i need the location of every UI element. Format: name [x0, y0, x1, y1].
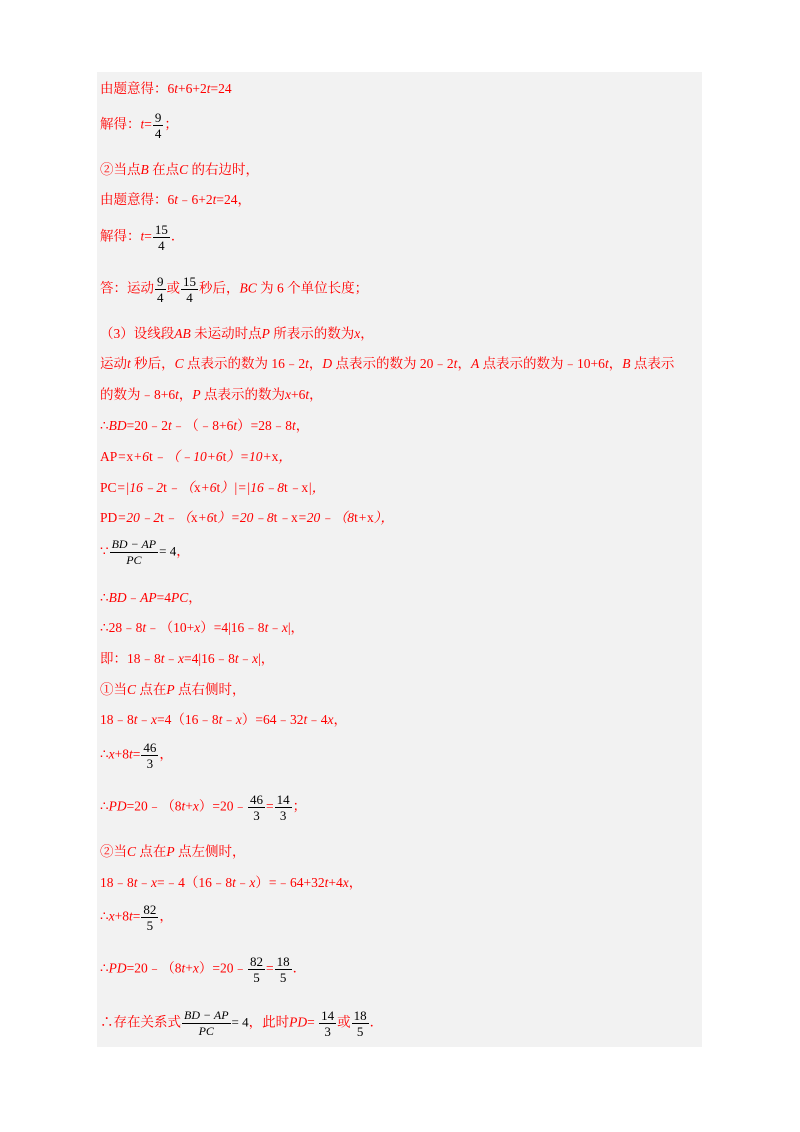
text-segment: ﹣: [137, 875, 152, 890]
fraction: $\frac{BD - AP}{PC}$: [111, 537, 157, 567]
text-segment: ，: [178, 387, 193, 402]
text-segment: ∴28﹣8: [100, 620, 143, 635]
math-variable: x: [327, 712, 334, 727]
math-variable: BD: [108, 590, 127, 605]
math-variable: x: [235, 712, 242, 727]
math-variable: t: [233, 418, 238, 433]
math-variable: B: [140, 162, 149, 177]
text-segment: ﹣: [222, 712, 236, 727]
math-variable: t: [160, 651, 165, 666]
math-variable: t: [232, 875, 236, 890]
math-variable: P: [166, 844, 175, 859]
text-segment: x: [271, 449, 279, 464]
math-variable: t: [174, 192, 179, 207]
fraction: $\frac{9}{4}$: [157, 274, 164, 305]
math-variable: ）=20﹣8: [217, 510, 274, 525]
math-variable: P: [261, 326, 270, 341]
text-segment: x: [193, 480, 201, 495]
text-segment: 点表示的数为: [200, 387, 286, 402]
math-variable: D: [322, 356, 333, 371]
line-24: ∴x+8t= $\frac{82}{5}$ ，: [100, 902, 173, 933]
text-segment: +4: [328, 875, 343, 890]
math-variable: A: [470, 356, 480, 371]
text-segment: 18﹣8: [100, 875, 134, 890]
math-variable: P: [166, 682, 175, 697]
fraction: $\frac{15}{4}$: [183, 274, 196, 305]
text-segment: t: [273, 510, 278, 525]
text-segment: 点右侧时，: [174, 682, 246, 697]
fraction: $\frac{15}{4}$: [154, 222, 168, 253]
fraction: $\frac{46}{3}$: [143, 740, 157, 771]
text-segment: 即：18﹣8: [100, 651, 161, 666]
fraction: $\frac{82}{5}$: [249, 954, 263, 985]
math-variable: x: [285, 387, 292, 402]
line-8: [100, 355, 674, 373]
math-variable: t: [133, 712, 138, 727]
math-variable: =|16﹣2: [116, 480, 164, 495]
text-segment: 由题意得：6: [100, 192, 175, 207]
text-segment: PD: [100, 510, 118, 525]
text-segment: ﹣: [126, 590, 141, 605]
math-variable: x: [342, 875, 349, 890]
math-variable: C: [179, 162, 189, 177]
text-segment: 在点: [148, 162, 180, 177]
text-segment: 的数为﹣8+6: [100, 387, 176, 402]
math-variable: BD: [108, 418, 127, 433]
text-segment: ）=28﹣8: [237, 418, 292, 433]
math-variable: t: [175, 387, 179, 402]
text-segment: ）=﹣64+32: [255, 875, 325, 890]
line-14: ∵ $\frac{BD - AP}{PC}$ = 4，: [100, 537, 190, 567]
math-variable: ﹣（﹣10+6: [152, 449, 223, 464]
line-16: [100, 619, 304, 637]
text-segment: =4（16﹣8: [157, 712, 219, 727]
text-segment: t: [163, 480, 167, 495]
line-18: [100, 681, 246, 699]
text-segment: （3）设线段: [100, 326, 175, 341]
text-segment: ）=4|16﹣8: [200, 620, 265, 635]
fraction: $\frac{BD - AP}{PC}$: [184, 1008, 229, 1038]
math-variable: AP: [140, 590, 157, 605]
math-variable: ﹣（: [163, 510, 191, 525]
text-segment: AP: [100, 449, 118, 464]
math-variable: ﹣: [287, 480, 302, 495]
math-variable: x: [151, 712, 158, 727]
math-variable: x: [151, 875, 158, 890]
text-segment: ﹣: [238, 651, 253, 666]
text-segment: x: [290, 510, 298, 525]
fraction: $\frac{46}{3}$: [249, 792, 263, 823]
text-segment: t: [160, 510, 164, 525]
math-variable: t: [206, 81, 211, 96]
line-23: [100, 874, 362, 892]
line-7: [100, 325, 374, 343]
text-segment: |，: [287, 620, 305, 635]
math-variable: t: [453, 356, 458, 371]
math-variable: C: [127, 682, 137, 697]
text-segment: 点表示: [630, 356, 675, 371]
line-26: ∴存在关系式 $\frac{BD - AP}{PC}$ = 4，此时PD= $\frac{14}{3}$ 或 $\frac{18}{5}$ ．: [100, 1008, 384, 1039]
text-segment: ，: [188, 590, 202, 605]
line-11: [100, 448, 292, 466]
text-segment: ，: [360, 326, 374, 341]
text-segment: t: [354, 510, 358, 525]
text-segment: ∴: [100, 418, 109, 433]
text-segment: ﹣（﹣8+6: [171, 418, 234, 433]
text-segment: 点表示的数为 16﹣2: [183, 356, 306, 371]
text-segment: =﹣4（16﹣8: [157, 875, 233, 890]
math-variable: t: [604, 356, 609, 371]
math-variable: ，: [278, 449, 292, 464]
text-segment: t: [213, 510, 218, 525]
line-17: [100, 650, 274, 668]
math-variable: t: [305, 356, 309, 371]
text-segment: 点表示的数为 20﹣2: [332, 356, 454, 371]
math-variable: x: [354, 326, 361, 341]
math-variable: PC: [170, 590, 189, 605]
text-segment: ﹣: [137, 712, 152, 727]
math-variable: B: [622, 356, 631, 371]
text-segment: x: [301, 480, 309, 495]
line-22: [100, 843, 246, 861]
text-segment: =24，: [216, 192, 252, 207]
text-segment: t: [149, 449, 153, 464]
fraction: $\frac{18}{5}$: [276, 954, 290, 985]
text-segment: 点左侧时，: [174, 844, 246, 859]
math-variable: |，: [308, 480, 326, 495]
text-segment: ﹣: [235, 875, 250, 890]
text-segment: ，: [333, 712, 348, 727]
text-segment: ，: [309, 387, 323, 402]
math-variable: +: [357, 510, 367, 525]
text-segment: x: [190, 510, 198, 525]
math-variable: =20﹣（8: [297, 510, 355, 525]
math-variable: t: [303, 712, 308, 727]
math-variable: P: [192, 387, 201, 402]
text-segment: 秒后，: [130, 356, 175, 371]
text-segment: ①当: [100, 682, 127, 697]
math-variable: x: [252, 651, 259, 666]
text-segment: 所表示的数为: [269, 326, 355, 341]
line-10: [100, 417, 309, 435]
math-variable: C: [174, 356, 184, 371]
text-segment: ﹣（10+: [146, 620, 195, 635]
text-segment: ②当点: [100, 162, 141, 177]
math-variable: x: [249, 875, 256, 890]
text-segment: 点表示的数为﹣10+6: [479, 356, 605, 371]
math-variable: ﹣（: [166, 480, 194, 495]
line-6: 答：运动 $\frac{9}{4}$ 或 $\frac{15}{4}$ 秒后，BC 为 6 个单位长度；: [100, 274, 369, 305]
math-variable: t: [292, 418, 296, 433]
fraction: $\frac{82}{5}$: [143, 902, 157, 933]
text-segment: x: [126, 449, 134, 464]
text-segment: ）=64﹣32: [241, 712, 304, 727]
math-variable: +6: [133, 449, 150, 464]
math-variable: t: [218, 712, 223, 727]
text-segment: ，: [295, 418, 310, 433]
math-variable: t: [127, 356, 131, 371]
text-segment: 由题意得：6: [100, 81, 175, 96]
line-1: [100, 80, 232, 98]
text-segment: ，: [308, 356, 323, 371]
math-variable: t: [264, 620, 269, 635]
text-segment: ﹣: [164, 651, 179, 666]
text-segment: ﹣6+2: [178, 192, 213, 207]
text-segment: 运动: [100, 356, 127, 371]
text-segment: 点在: [136, 682, 167, 697]
text-segment: t: [222, 449, 227, 464]
math-variable: t: [174, 81, 179, 96]
math-variable: ），: [373, 510, 394, 525]
text-segment: 点在: [136, 844, 167, 859]
math-variable: +6: [197, 510, 214, 525]
math-variable: x: [281, 620, 288, 635]
line-9: [100, 386, 323, 404]
line-13: [100, 509, 394, 527]
text-segment: ﹣: [268, 620, 282, 635]
line-3: [100, 161, 259, 179]
math-variable: t: [167, 418, 172, 433]
text-segment: ﹣4: [307, 712, 328, 727]
math-variable: x: [194, 620, 201, 635]
text-segment: ，: [457, 356, 471, 371]
line-15: [100, 589, 202, 607]
text-segment: PC: [100, 480, 117, 495]
line-19: [100, 711, 347, 729]
math-variable: t: [305, 387, 310, 402]
line-21: ∴PD=20﹣（8t+x）=20﹣ $\frac{46}{3}$ = $\frac{14}{3}$ ；: [100, 792, 307, 823]
line-12: [100, 479, 325, 497]
text-segment: 未运动时点: [190, 326, 262, 341]
text-segment: |，: [258, 651, 275, 666]
fraction: $\frac{14}{3}$: [276, 792, 290, 823]
fraction: $\frac{14}{3}$: [321, 1008, 335, 1039]
text-segment: ，: [348, 875, 363, 890]
math-variable: +6: [200, 480, 217, 495]
text-segment: ，: [608, 356, 623, 371]
text-segment: +6: [291, 387, 306, 402]
text-segment: ∴: [100, 590, 109, 605]
line-2: 解得：t= $\frac{9}{4}$ ；: [100, 110, 178, 141]
line-4: [100, 191, 251, 209]
math-variable: t: [133, 875, 138, 890]
text-segment: =20﹣2: [126, 418, 168, 433]
math-variable: =20﹣2: [117, 510, 161, 525]
text-segment: 的右边时，: [188, 162, 260, 177]
text-segment: +6+2: [178, 81, 207, 96]
math-variable: t: [234, 651, 239, 666]
text-segment: x: [366, 510, 374, 525]
math-variable: t: [324, 875, 329, 890]
math-variable: x: [178, 651, 185, 666]
text-segment: 18﹣8: [100, 712, 134, 727]
line-25: ∴PD=20﹣（8t+x）=20﹣ $\frac{82}{5}$ = $\frac{18}{5}$ ．: [100, 954, 307, 985]
math-variable: AB: [174, 326, 191, 341]
text-segment: ②当: [100, 844, 127, 859]
text-segment: =4|16﹣8: [184, 651, 235, 666]
line-20: ∴x+8t= $\frac{46}{3}$ ，: [100, 740, 173, 771]
math-variable: ﹣: [277, 510, 291, 525]
text-segment: t: [216, 480, 221, 495]
fraction: $\frac{18}{5}$: [353, 1008, 367, 1039]
math-variable: ）=10+: [226, 449, 272, 464]
line-5: 解得：t= $\frac{15}{4}$ ．: [100, 222, 185, 253]
text-segment: =24: [210, 81, 232, 96]
math-variable: ）|=|16﹣8: [220, 480, 285, 495]
math-variable: =: [117, 449, 127, 464]
math-variable: t: [142, 620, 147, 635]
text-segment: t: [284, 480, 288, 495]
math-variable: C: [127, 844, 137, 859]
math-variable: t: [212, 192, 217, 207]
text-segment: =4: [156, 590, 171, 605]
fraction: $\frac{9}{4}$: [154, 110, 162, 141]
